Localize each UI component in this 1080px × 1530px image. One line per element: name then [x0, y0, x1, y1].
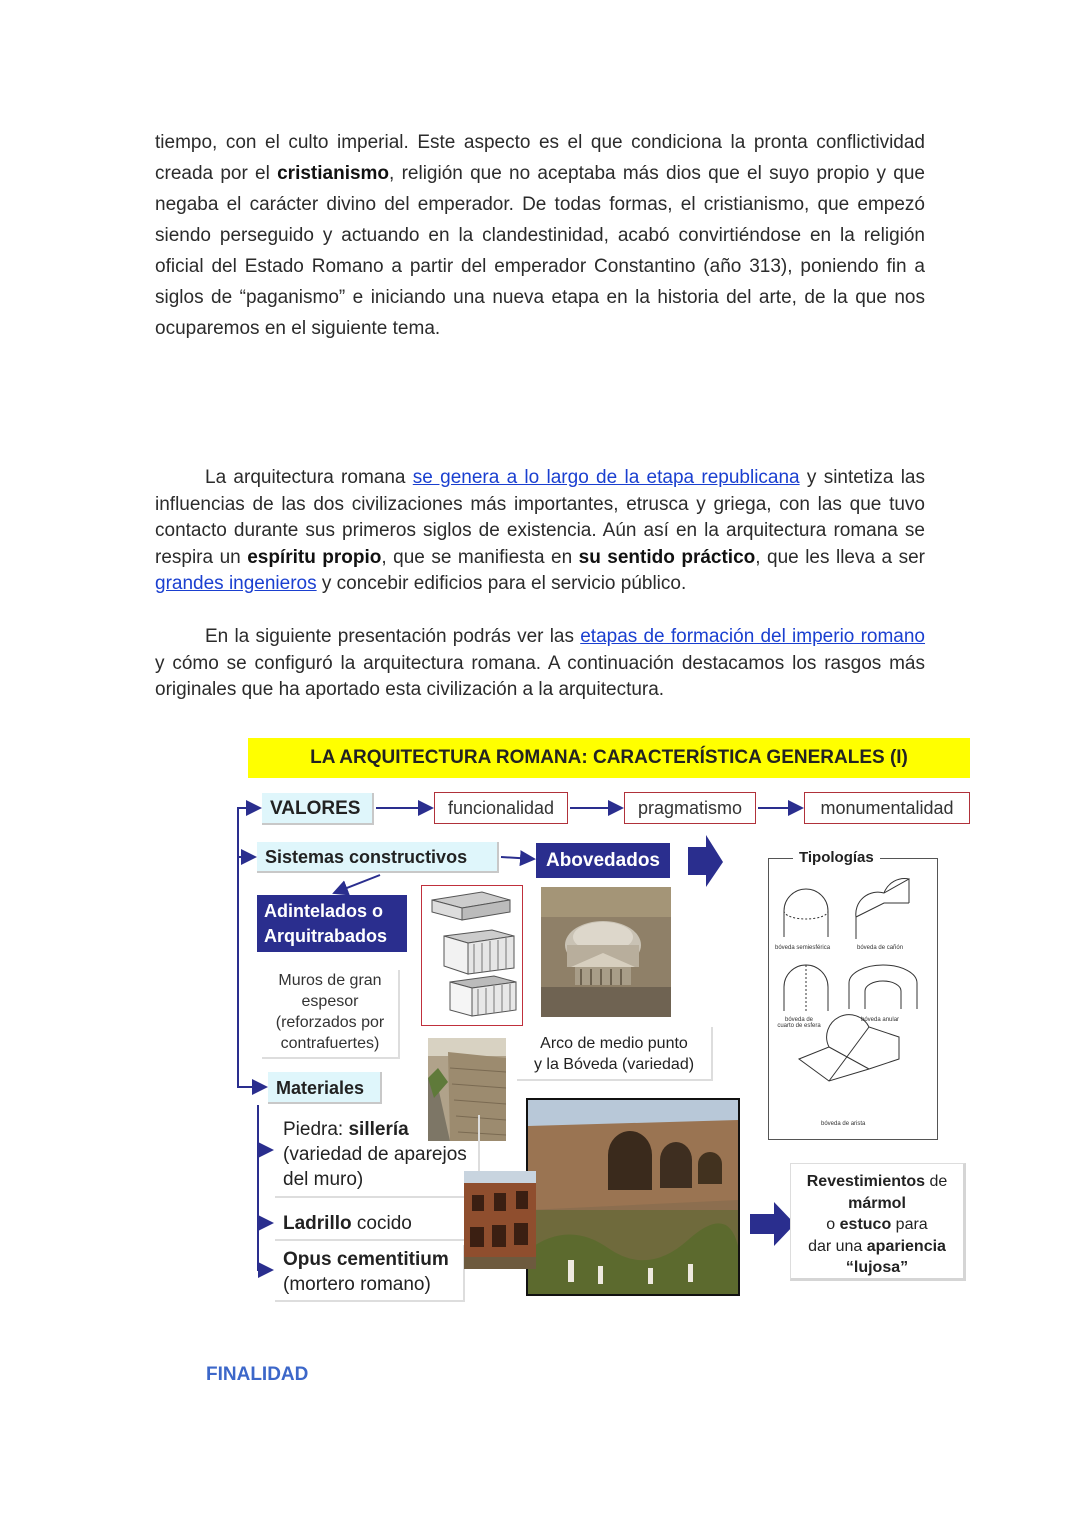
block-arrow-icon — [750, 1202, 795, 1246]
tipologias-box — [768, 849, 938, 1140]
pragmatismo-box: pragmatismo — [624, 792, 756, 824]
revestimientos-box — [790, 1163, 966, 1281]
opus-text — [275, 1245, 465, 1302]
ladrillo-text — [275, 1209, 470, 1241]
arco-line: Arco de medio punto — [540, 1035, 688, 1052]
bold-text: espíritu propio — [247, 546, 382, 568]
arco-text — [517, 1027, 713, 1081]
revest-text: de — [925, 1173, 948, 1190]
slide-title: LA ARQUITECTURA ROMANA: CARACTERÍSTICA GENERALES (I) — [248, 738, 970, 778]
piedra-label: Piedra: — [283, 1119, 349, 1140]
adintelados-box — [257, 895, 407, 952]
bold-text: su sentido práctico — [578, 546, 756, 568]
opus-line: (mortero romano) — [283, 1274, 431, 1295]
muros-line: Muros de gran — [278, 972, 382, 989]
tipologia-label: bóveda de cuarto de esfera — [777, 1017, 821, 1029]
slide-arquitectura-romana — [230, 735, 975, 1305]
adintelados-line2: Arquitrabados — [264, 926, 388, 946]
text: y concebir edificios para el servicio público. — [316, 573, 687, 595]
revest-text: dar una — [808, 1237, 867, 1255]
link-grandes-ingenieros[interactable]: grandes ingenieros — [155, 573, 317, 595]
muros-line: (reforzados por — [275, 1014, 385, 1031]
revest-text: o — [826, 1216, 840, 1233]
text: tiempo, con el culto imperial. Este aspecto es el que condiciona la pronta conflictividad creada por el — [155, 132, 925, 184]
sistemas-constructivos-box: Sistemas constructivos — [257, 842, 499, 873]
tipologia-label: bóveda anular — [861, 1017, 900, 1023]
paragraph-arquitectura-romana — [155, 465, 925, 598]
link-etapas-imperio[interactable]: etapas de formación del imperio romano — [580, 626, 926, 647]
ladrillo-rest: cocido — [351, 1213, 412, 1234]
arco-line: y la Bóveda (variedad) — [533, 1056, 695, 1073]
paragraph-cristianismo — [155, 127, 925, 344]
piedra-bold: sillería — [348, 1119, 409, 1140]
muros-text — [262, 970, 400, 1059]
abovedados-box: Abovedados — [536, 843, 670, 878]
text: La arquitectura romana — [205, 467, 413, 488]
block-arrow-icon — [688, 835, 723, 887]
funcionalidad-box: funcionalidad — [434, 792, 568, 824]
revest-bold: estuco — [839, 1216, 892, 1233]
paragraph-presentacion — [155, 624, 925, 704]
roman-ruins-photo — [526, 1098, 740, 1296]
text: y sintetiza las influencias de las dos civilizaciones más importantes, etrusca y griega, con las que tuvo contacto durante sus primeros siglos de existencia. Aún así en la arquitectura romana se respira un — [155, 467, 925, 568]
materiales-box: Materiales — [268, 1072, 382, 1104]
bold-text: cristianismo — [277, 163, 390, 184]
brick-market-photo — [464, 1171, 536, 1269]
tipologia-label: bóveda de arista — [821, 1121, 866, 1127]
text: y cómo se configuró la arquitectura romana. A continuación destacamos los rasgos más originales que ha aportado esta civilización a la arquitectura. — [155, 652, 925, 701]
temples-illustration — [421, 885, 523, 1026]
adintelados-line1: Adintelados o — [264, 901, 384, 921]
valores-box: VALORES — [262, 793, 374, 825]
section-heading-finalidad: FINALIDAD — [206, 1364, 309, 1385]
piedra-line: del muro) — [283, 1169, 364, 1190]
revest-bold: mármol — [848, 1194, 906, 1212]
vault-types-drawing — [769, 859, 939, 1141]
tipologia-label: bóveda semiesférica — [775, 945, 831, 951]
muros-line: contrafuertes) — [280, 1035, 380, 1052]
text: , que se manifiesta en — [381, 546, 579, 568]
tipologias-title: Tipologías — [793, 849, 880, 866]
piedra-line: (variedad de aparejos — [283, 1144, 467, 1165]
revest-text: para — [891, 1216, 928, 1233]
revest-bold: “lujosa” — [845, 1259, 909, 1276]
text: En la siguiente presentación podrás ver las — [205, 626, 581, 647]
tipologia-label: bóveda de cañón — [857, 945, 904, 951]
revest-bold: Revestimientos — [806, 1173, 925, 1190]
pantheon-photo — [541, 887, 671, 1017]
monumentalidad-box: monumentalidad — [804, 792, 970, 824]
muros-line: espesor — [301, 993, 359, 1010]
revest-bold: apariencia — [866, 1237, 946, 1255]
opus-bold: Opus cementitium — [283, 1249, 449, 1270]
ladrillo-bold: Ladrillo — [283, 1213, 352, 1234]
piedra-text — [275, 1115, 480, 1198]
text: , que les lleva a ser — [755, 546, 925, 568]
link-etapa-republicana[interactable]: se genera a lo largo de la etapa republicana — [412, 467, 800, 488]
text: , religión que no aceptaba más dios que el suyo propio y que negaba el carácter divino del emperador. De todas formas, el cristianismo, que empezó siendo perseguido y actuando en la clandestinidad, acabó convirtiéndose en la religión oficial del Estado Romano a partir del emperador Constantino (año 313), poniendo fin a siglos de “paganismo” e iniciando una nueva etapa en la historia del arte, de la que nos ocuparemos en el siguiente tema. — [155, 163, 925, 339]
